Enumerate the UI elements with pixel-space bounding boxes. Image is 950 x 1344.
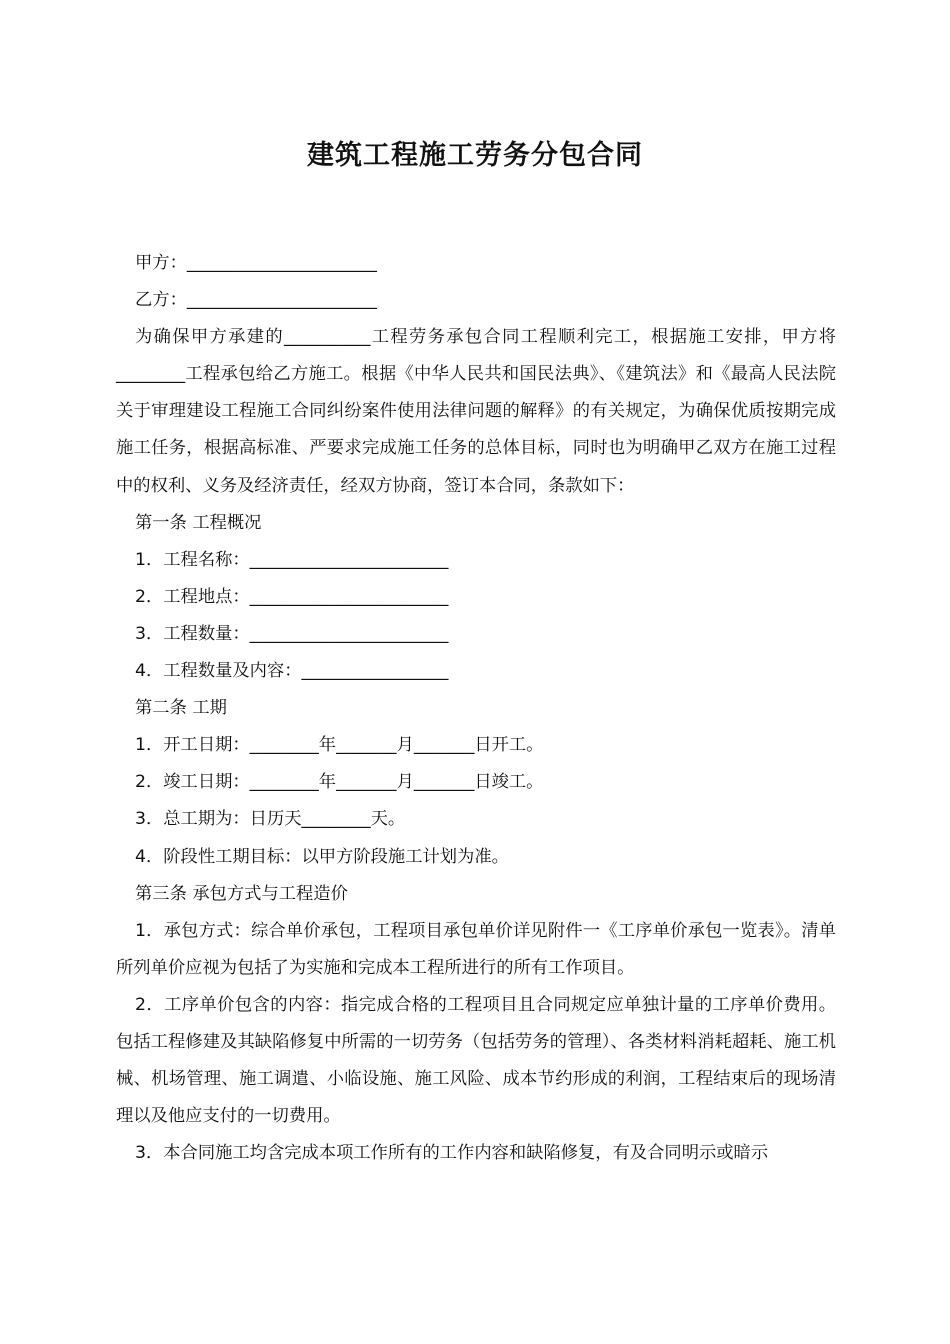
contract-body	[116, 245, 836, 1172]
article2-item-total-days: 3．总工期为：日历天________天。	[135, 809, 406, 830]
article2-heading: 第二条 工期	[135, 698, 227, 719]
contract-title: 建筑工程施工劳务分包合同	[307, 140, 643, 171]
article2-item-start-date: 1．开工日期：________年_______月_______日开工。	[135, 735, 544, 756]
preamble-paragraph: 为确保甲方承建的__________工程劳务承包合同工程顺利完工，根据施工安排，甲方将________工程承包给乙方施工。根据《中华人民共和国民法典》、《建筑法》和《最高人民法院关于审理建设工程施工合同纠纷案件使用法律问题的解释》的有关规定，为确保优质按期完成施工任务，根据高标准、严要求完成施工任务的总体目标，同时也为明确甲乙双方在施工过程中的权利、义务及经济责任，经双方协商，签订本合同，条款如下：	[116, 327, 836, 496]
article1-item-content: 4．工程数量及内容：_________________	[135, 661, 449, 682]
article3-item-unit-price-content: 2．工序单价包含的内容：指完成合格的工程项目且合同规定应单独计量的工序单价费用。包括工程修建及其缺陷修复中所需的一切劳务（包括劳务的管理）、各类材料消耗超耗、施工机械、机场管理、施工调遣、小临设施、施工风险、成本节约形成的利润，工程结束后的现场清理以及他应支付的一切费用。	[116, 994, 836, 1127]
article3-item-scope: 3．本合同施工均含完成本项工作所有的工作内容和缺陷修复，有及合同明示或暗示	[135, 1143, 769, 1164]
article1-item-quantity: 3．工程数量：_______________________	[135, 623, 449, 644]
article3-heading: 第三条 承包方式与工程造价	[135, 883, 348, 904]
article2-item-milestones: 4．阶段性工期目标：以甲方阶段施工计划为准。	[135, 846, 509, 867]
party-b-line: 乙方：______________________	[135, 290, 377, 311]
article2-item-end-date: 2．竣工日期：________年_______月_______日竣工。	[135, 772, 544, 793]
party-a-line: 甲方：______________________	[135, 253, 377, 273]
article1-item-location: 2．工程地点：_______________________	[135, 586, 449, 607]
article3-item-contract-method: 1．承包方式：综合单价承包，工程项目承包单价详见附件一《工序单价承包一览表》。清单所列单价应视为包括了为实施和完成本工程所进行的所有工作项目。	[116, 920, 836, 978]
article1-heading: 第一条 工程概况	[135, 512, 262, 533]
article1-item-name: 1．工程名称：_______________________	[135, 549, 449, 570]
